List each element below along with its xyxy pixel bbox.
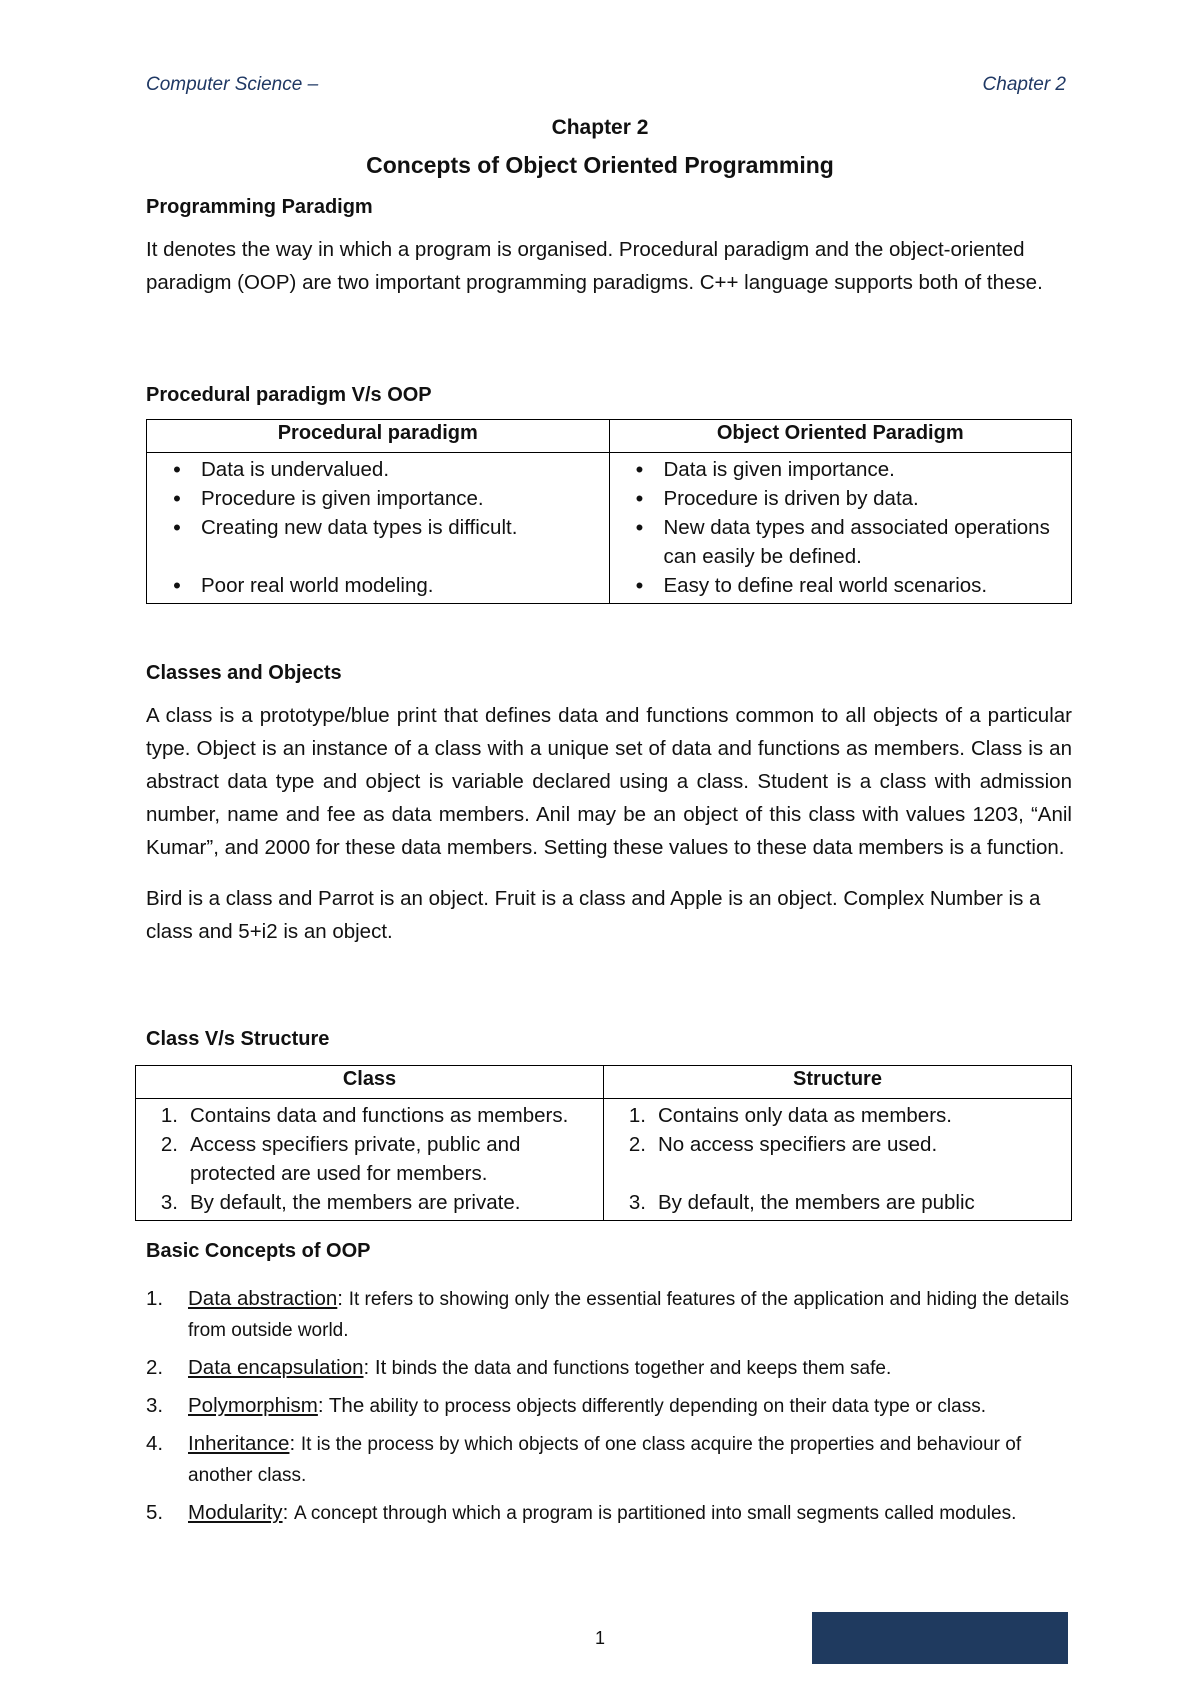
classes-section (146, 662, 1072, 948)
basic-concepts-heading: Basic Concepts of OOP (146, 1240, 371, 1262)
page-number: 1 (594, 1628, 605, 1648)
list-item: 3. By default, the members are private. (160, 1191, 521, 1214)
footer-decoration (812, 1612, 1068, 1664)
list-item: • Data is given importance. (635, 457, 895, 482)
list-item: 3. By default, the members are public (628, 1191, 975, 1214)
oop-column-header: Object Oriented Paradigm (609, 420, 1072, 453)
proc-vs-oop-table (146, 419, 1072, 604)
list-item: 2. No access specifiers are used. (628, 1133, 938, 1156)
list-item: • Procedure is driven by data. (635, 486, 919, 511)
class-column (136, 1099, 604, 1221)
list-item: 1. Contains only data as members. (628, 1104, 952, 1127)
proc-column (147, 453, 610, 604)
list-item: • Creating new data types is difficult. (173, 515, 518, 540)
chapter-label: Chapter 2 (551, 116, 649, 139)
class-vs-struct-section (135, 1028, 1072, 1221)
classes-paragraph-1: A class is a prototype/blue print that defines data and functions common to all objects of a particular type. Object is an instance of a class with a unique set of data and functions as members. Class is an abstract data type and object is variable declared using a class. Student is a class with admission number, name and fee as data members. Anil may be an object of this class with values 1203, “Anil Kumar”, and 2000 for these data members. Setting these values to these data members is a function. (146, 704, 1072, 859)
list-item: • Easy to define real world scenarios. (635, 573, 988, 598)
paradigm-heading: Programming Paradigm (146, 196, 373, 218)
list-item: 1. Contains data and functions as members. (160, 1104, 569, 1127)
list-item: 4. Inheritance: It is the process by which objects of one class acquire the properties and behaviour of another class. (146, 1432, 1022, 1486)
class-vs-struct-table (135, 1065, 1072, 1221)
list-item: • Poor real world modeling. (173, 573, 434, 598)
proc-vs-oop-section (146, 384, 1072, 604)
proc-column-header: Procedural paradigm (147, 420, 610, 453)
oop-column (609, 453, 1072, 604)
header-left: Computer Science – (146, 74, 319, 95)
paradigm-section (146, 196, 1072, 299)
list-item: 5. Modularity: A concept through which a program is partitioned into small segments called modules. (146, 1501, 1017, 1524)
class-column-header: Class (136, 1066, 604, 1099)
proc-vs-oop-heading: Procedural paradigm V/s OOP (146, 384, 432, 406)
list-item: 1. Data abstraction: It refers to showing only the essential features of the application and hiding the details from outside world. (146, 1287, 1070, 1341)
list-item: • Data is undervalued. (173, 457, 390, 482)
structure-column (604, 1099, 1072, 1221)
basic-concepts-section (146, 1240, 1072, 1535)
structure-column-header: Structure (604, 1066, 1072, 1099)
list-item: 2. Data encapsulation: It binds the data and functions together and keeps them safe. (146, 1356, 892, 1379)
paradigm-text: It denotes the way in which a program is organised. Procedural paradigm and the object-oriented paradigm (OOP) are two important programming paradigms. C++ language supports both of these. (146, 238, 1043, 294)
list-item: 3. Polymorphism: The ability to process objects differently depending on their data type or class. (146, 1394, 986, 1417)
class-vs-struct-heading: Class V/s Structure (146, 1028, 330, 1050)
page-title: Concepts of Object Oriented Programming (366, 152, 834, 178)
classes-heading: Classes and Objects (146, 662, 342, 684)
list-item: 2. Access specifiers private, public and protected are used for members. (160, 1133, 521, 1185)
classes-paragraph-2: Bird is a class and Parrot is an object. Fruit is a class and Apple is an object. Complex Number is a class and 5+i2 is an object. (146, 887, 1041, 943)
list-item: • Procedure is given importance. (173, 486, 484, 511)
header-right: Chapter 2 (982, 74, 1066, 95)
basic-concepts-list (146, 1283, 1072, 1529)
list-item: • New data types and associated operations can easily be defined. (635, 515, 1050, 568)
